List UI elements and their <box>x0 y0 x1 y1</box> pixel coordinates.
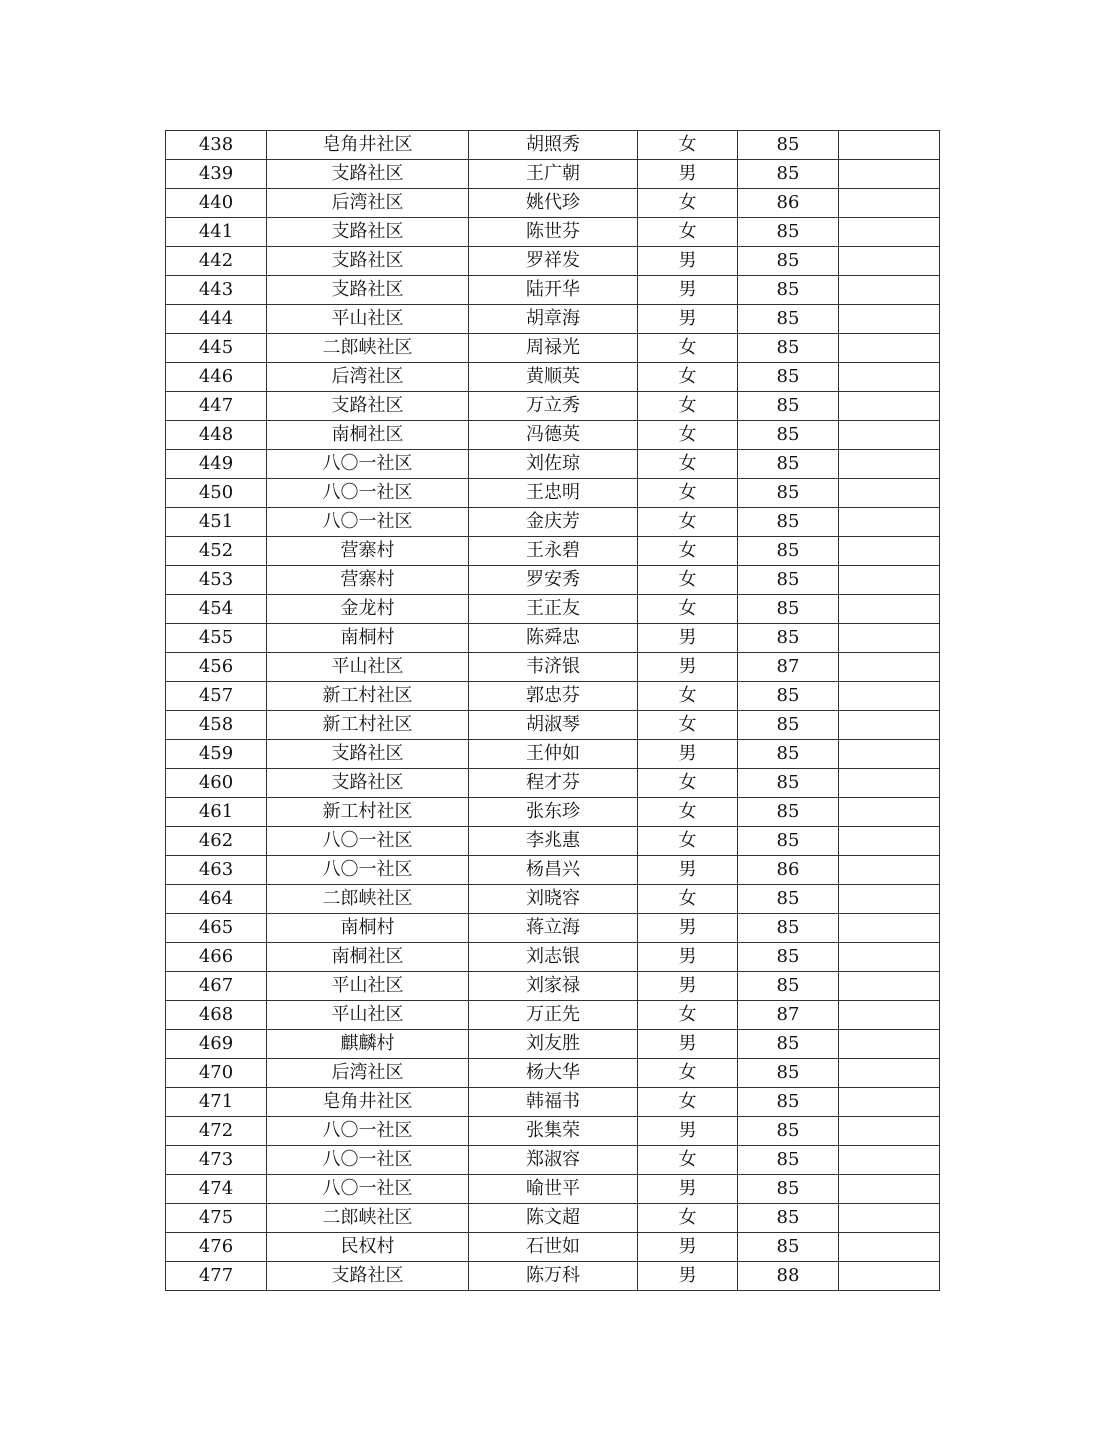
row-number-cell: 459 <box>166 740 267 769</box>
gender-cell: 女 <box>638 421 738 450</box>
table-row <box>166 624 940 653</box>
row-number-cell: 442 <box>166 247 267 276</box>
gender-cell: 女 <box>638 218 738 247</box>
gender-cell: 男 <box>638 160 738 189</box>
name-cell: 郑淑容 <box>469 1146 638 1175</box>
table-row <box>166 711 940 740</box>
gender-cell: 男 <box>638 1117 738 1146</box>
age-cell: 85 <box>738 711 839 740</box>
age-cell: 85 <box>738 131 839 160</box>
name-cell: 金庆芳 <box>469 508 638 537</box>
name-cell: 王广朝 <box>469 160 638 189</box>
row-number-cell: 462 <box>166 827 267 856</box>
name-cell: 张集荣 <box>469 1117 638 1146</box>
community-cell: 新工村社区 <box>267 798 469 827</box>
age-cell: 85 <box>738 595 839 624</box>
remarks-cell <box>839 653 940 682</box>
table-row <box>166 421 940 450</box>
table-row <box>166 682 940 711</box>
name-cell: 胡淑琴 <box>469 711 638 740</box>
name-cell: 韩福书 <box>469 1088 638 1117</box>
name-cell: 刘志银 <box>469 943 638 972</box>
remarks-cell <box>839 334 940 363</box>
community-cell: 支路社区 <box>267 740 469 769</box>
row-number-cell: 444 <box>166 305 267 334</box>
remarks-cell <box>839 363 940 392</box>
gender-cell: 男 <box>638 247 738 276</box>
table-body <box>166 131 940 1291</box>
name-cell: 姚代珍 <box>469 189 638 218</box>
row-number-cell: 477 <box>166 1262 267 1291</box>
table-row <box>166 247 940 276</box>
gender-cell: 男 <box>638 1175 738 1204</box>
table-row <box>166 537 940 566</box>
community-cell: 麒麟村 <box>267 1030 469 1059</box>
row-number-cell: 452 <box>166 537 267 566</box>
community-cell: 新工村社区 <box>267 682 469 711</box>
name-cell: 程才芬 <box>469 769 638 798</box>
name-cell: 刘晓容 <box>469 885 638 914</box>
remarks-cell <box>839 276 940 305</box>
row-number-cell: 468 <box>166 1001 267 1030</box>
row-number-cell: 447 <box>166 392 267 421</box>
age-cell: 85 <box>738 682 839 711</box>
gender-cell: 女 <box>638 595 738 624</box>
age-cell: 85 <box>738 508 839 537</box>
name-cell: 周禄光 <box>469 334 638 363</box>
table-row <box>166 827 940 856</box>
age-cell: 85 <box>738 1204 839 1233</box>
gender-cell: 女 <box>638 334 738 363</box>
table-row <box>166 1059 940 1088</box>
table-row <box>166 1233 940 1262</box>
name-cell: 冯德英 <box>469 421 638 450</box>
remarks-cell <box>839 1088 940 1117</box>
community-cell: 支路社区 <box>267 276 469 305</box>
table-row <box>166 653 940 682</box>
row-number-cell: 473 <box>166 1146 267 1175</box>
remarks-cell <box>839 131 940 160</box>
row-number-cell: 472 <box>166 1117 267 1146</box>
table-row <box>166 595 940 624</box>
gender-cell: 女 <box>638 1146 738 1175</box>
name-cell: 陆开华 <box>469 276 638 305</box>
community-cell: 八〇一社区 <box>267 856 469 885</box>
row-number-cell: 446 <box>166 363 267 392</box>
name-cell: 刘友胜 <box>469 1030 638 1059</box>
age-cell: 85 <box>738 363 839 392</box>
name-cell: 黄顺英 <box>469 363 638 392</box>
name-cell: 陈舜忠 <box>469 624 638 653</box>
row-number-cell: 475 <box>166 1204 267 1233</box>
name-cell: 陈世芬 <box>469 218 638 247</box>
table-row <box>166 508 940 537</box>
name-cell: 胡照秀 <box>469 131 638 160</box>
community-cell: 后湾社区 <box>267 363 469 392</box>
table-row <box>166 479 940 508</box>
gender-cell: 女 <box>638 537 738 566</box>
remarks-cell <box>839 189 940 218</box>
gender-cell: 男 <box>638 740 738 769</box>
community-cell: 平山社区 <box>267 972 469 1001</box>
age-cell: 85 <box>738 1175 839 1204</box>
name-cell: 杨昌兴 <box>469 856 638 885</box>
name-cell: 蒋立海 <box>469 914 638 943</box>
age-cell: 85 <box>738 769 839 798</box>
row-number-cell: 449 <box>166 450 267 479</box>
community-cell: 平山社区 <box>267 653 469 682</box>
remarks-cell <box>839 566 940 595</box>
row-number-cell: 470 <box>166 1059 267 1088</box>
remarks-cell <box>839 943 940 972</box>
age-cell: 85 <box>738 827 839 856</box>
gender-cell: 男 <box>638 1262 738 1291</box>
age-cell: 85 <box>738 624 839 653</box>
row-number-cell: 440 <box>166 189 267 218</box>
row-number-cell: 451 <box>166 508 267 537</box>
table-row <box>166 943 940 972</box>
remarks-cell <box>839 914 940 943</box>
name-cell: 喻世平 <box>469 1175 638 1204</box>
remarks-cell <box>839 624 940 653</box>
age-cell: 87 <box>738 653 839 682</box>
gender-cell: 女 <box>638 682 738 711</box>
gender-cell: 男 <box>638 943 738 972</box>
table-row <box>166 1146 940 1175</box>
community-cell: 支路社区 <box>267 160 469 189</box>
row-number-cell: 471 <box>166 1088 267 1117</box>
name-cell: 王永碧 <box>469 537 638 566</box>
remarks-cell <box>839 1204 940 1233</box>
age-cell: 85 <box>738 334 839 363</box>
gender-cell: 女 <box>638 1088 738 1117</box>
gender-cell: 男 <box>638 305 738 334</box>
age-cell: 85 <box>738 450 839 479</box>
row-number-cell: 461 <box>166 798 267 827</box>
community-cell: 八〇一社区 <box>267 1117 469 1146</box>
gender-cell: 女 <box>638 1204 738 1233</box>
row-number-cell: 448 <box>166 421 267 450</box>
table-row <box>166 885 940 914</box>
row-number-cell: 450 <box>166 479 267 508</box>
remarks-cell <box>839 508 940 537</box>
remarks-cell <box>839 972 940 1001</box>
community-cell: 八〇一社区 <box>267 508 469 537</box>
age-cell: 85 <box>738 247 839 276</box>
table-row <box>166 856 940 885</box>
remarks-cell <box>839 682 940 711</box>
gender-cell: 男 <box>638 914 738 943</box>
remarks-cell <box>839 160 940 189</box>
name-cell: 杨大华 <box>469 1059 638 1088</box>
table-row <box>166 450 940 479</box>
row-number-cell: 465 <box>166 914 267 943</box>
row-number-cell: 453 <box>166 566 267 595</box>
age-cell: 85 <box>738 392 839 421</box>
remarks-cell <box>839 1059 940 1088</box>
name-cell: 韦济银 <box>469 653 638 682</box>
remarks-cell <box>839 421 940 450</box>
community-cell: 二郎峡社区 <box>267 885 469 914</box>
community-cell: 民权村 <box>267 1233 469 1262</box>
gender-cell: 男 <box>638 972 738 1001</box>
gender-cell: 男 <box>638 624 738 653</box>
age-cell: 85 <box>738 305 839 334</box>
community-cell: 八〇一社区 <box>267 827 469 856</box>
age-cell: 87 <box>738 1001 839 1030</box>
table-row <box>166 1088 940 1117</box>
row-number-cell: 460 <box>166 769 267 798</box>
row-number-cell: 474 <box>166 1175 267 1204</box>
name-cell: 胡章海 <box>469 305 638 334</box>
gender-cell: 女 <box>638 827 738 856</box>
table-row <box>166 189 940 218</box>
gender-cell: 女 <box>638 450 738 479</box>
community-cell: 新工村社区 <box>267 711 469 740</box>
table-row <box>166 1204 940 1233</box>
row-number-cell: 443 <box>166 276 267 305</box>
row-number-cell: 457 <box>166 682 267 711</box>
age-cell: 85 <box>738 276 839 305</box>
table-row <box>166 218 940 247</box>
remarks-cell <box>839 1117 940 1146</box>
name-cell: 刘佐琼 <box>469 450 638 479</box>
name-cell: 陈万科 <box>469 1262 638 1291</box>
community-cell: 营寨村 <box>267 537 469 566</box>
community-cell: 八〇一社区 <box>267 1175 469 1204</box>
name-cell: 郭忠芬 <box>469 682 638 711</box>
row-number-cell: 466 <box>166 943 267 972</box>
name-cell: 刘家禄 <box>469 972 638 1001</box>
gender-cell: 女 <box>638 885 738 914</box>
roster-table <box>165 130 940 1291</box>
age-cell: 85 <box>738 537 839 566</box>
row-number-cell: 464 <box>166 885 267 914</box>
community-cell: 平山社区 <box>267 305 469 334</box>
age-cell: 85 <box>738 914 839 943</box>
table-row <box>166 798 940 827</box>
gender-cell: 女 <box>638 508 738 537</box>
age-cell: 85 <box>738 1059 839 1088</box>
row-number-cell: 455 <box>166 624 267 653</box>
remarks-cell <box>839 856 940 885</box>
remarks-cell <box>839 479 940 508</box>
gender-cell: 女 <box>638 769 738 798</box>
age-cell: 85 <box>738 160 839 189</box>
table-row <box>166 131 940 160</box>
table-row <box>166 305 940 334</box>
row-number-cell: 456 <box>166 653 267 682</box>
gender-cell: 女 <box>638 798 738 827</box>
row-number-cell: 454 <box>166 595 267 624</box>
community-cell: 支路社区 <box>267 247 469 276</box>
gender-cell: 女 <box>638 392 738 421</box>
roster-table-container <box>165 130 939 1291</box>
remarks-cell <box>839 595 940 624</box>
remarks-cell <box>839 537 940 566</box>
remarks-cell <box>839 711 940 740</box>
age-cell: 85 <box>738 421 839 450</box>
community-cell: 二郎峡社区 <box>267 1204 469 1233</box>
name-cell: 罗安秀 <box>469 566 638 595</box>
gender-cell: 女 <box>638 131 738 160</box>
community-cell: 皂角井社区 <box>267 131 469 160</box>
community-cell: 皂角井社区 <box>267 1088 469 1117</box>
table-row <box>166 334 940 363</box>
age-cell: 85 <box>738 943 839 972</box>
row-number-cell: 458 <box>166 711 267 740</box>
age-cell: 85 <box>738 972 839 1001</box>
gender-cell: 女 <box>638 1001 738 1030</box>
table-row <box>166 1030 940 1059</box>
community-cell: 八〇一社区 <box>267 450 469 479</box>
community-cell: 后湾社区 <box>267 189 469 218</box>
age-cell: 85 <box>738 1146 839 1175</box>
gender-cell: 女 <box>638 479 738 508</box>
row-number-cell: 438 <box>166 131 267 160</box>
table-row <box>166 276 940 305</box>
name-cell: 罗祥发 <box>469 247 638 276</box>
remarks-cell <box>839 450 940 479</box>
remarks-cell <box>839 798 940 827</box>
age-cell: 86 <box>738 856 839 885</box>
row-number-cell: 445 <box>166 334 267 363</box>
age-cell: 85 <box>738 479 839 508</box>
remarks-cell <box>839 305 940 334</box>
table-row <box>166 914 940 943</box>
remarks-cell <box>839 1030 940 1059</box>
row-number-cell: 441 <box>166 218 267 247</box>
table-row <box>166 1262 940 1291</box>
name-cell: 万立秀 <box>469 392 638 421</box>
table-row <box>166 363 940 392</box>
row-number-cell: 476 <box>166 1233 267 1262</box>
name-cell: 王忠明 <box>469 479 638 508</box>
community-cell: 南桐社区 <box>267 943 469 972</box>
community-cell: 支路社区 <box>267 392 469 421</box>
community-cell: 支路社区 <box>267 769 469 798</box>
gender-cell: 女 <box>638 1059 738 1088</box>
table-row <box>166 1001 940 1030</box>
gender-cell: 男 <box>638 653 738 682</box>
age-cell: 88 <box>738 1262 839 1291</box>
community-cell: 南桐社区 <box>267 421 469 450</box>
remarks-cell <box>839 740 940 769</box>
remarks-cell <box>839 1175 940 1204</box>
row-number-cell: 469 <box>166 1030 267 1059</box>
age-cell: 85 <box>738 566 839 595</box>
community-cell: 后湾社区 <box>267 1059 469 1088</box>
row-number-cell: 439 <box>166 160 267 189</box>
community-cell: 营寨村 <box>267 566 469 595</box>
table-row <box>166 566 940 595</box>
name-cell: 万正先 <box>469 1001 638 1030</box>
remarks-cell <box>839 1001 940 1030</box>
name-cell: 陈文超 <box>469 1204 638 1233</box>
community-cell: 八〇一社区 <box>267 1146 469 1175</box>
age-cell: 85 <box>738 798 839 827</box>
table-row <box>166 1117 940 1146</box>
community-cell: 支路社区 <box>267 218 469 247</box>
remarks-cell <box>839 769 940 798</box>
remarks-cell <box>839 247 940 276</box>
name-cell: 王正友 <box>469 595 638 624</box>
age-cell: 85 <box>738 218 839 247</box>
age-cell: 86 <box>738 189 839 218</box>
gender-cell: 男 <box>638 1030 738 1059</box>
gender-cell: 女 <box>638 711 738 740</box>
name-cell: 王仲如 <box>469 740 638 769</box>
age-cell: 85 <box>738 1088 839 1117</box>
remarks-cell <box>839 885 940 914</box>
gender-cell: 男 <box>638 276 738 305</box>
age-cell: 85 <box>738 1233 839 1262</box>
gender-cell: 女 <box>638 189 738 218</box>
community-cell: 平山社区 <box>267 1001 469 1030</box>
age-cell: 85 <box>738 885 839 914</box>
row-number-cell: 467 <box>166 972 267 1001</box>
community-cell: 支路社区 <box>267 1262 469 1291</box>
remarks-cell <box>839 392 940 421</box>
table-row <box>166 392 940 421</box>
age-cell: 85 <box>738 1030 839 1059</box>
name-cell: 石世如 <box>469 1233 638 1262</box>
remarks-cell <box>839 827 940 856</box>
remarks-cell <box>839 1262 940 1291</box>
remarks-cell <box>839 218 940 247</box>
row-number-cell: 463 <box>166 856 267 885</box>
community-cell: 八〇一社区 <box>267 479 469 508</box>
gender-cell: 男 <box>638 1233 738 1262</box>
table-row <box>166 972 940 1001</box>
remarks-cell <box>839 1146 940 1175</box>
name-cell: 李兆惠 <box>469 827 638 856</box>
table-row <box>166 740 940 769</box>
age-cell: 85 <box>738 1117 839 1146</box>
age-cell: 85 <box>738 740 839 769</box>
community-cell: 南桐村 <box>267 914 469 943</box>
remarks-cell <box>839 1233 940 1262</box>
name-cell: 张东珍 <box>469 798 638 827</box>
community-cell: 金龙村 <box>267 595 469 624</box>
gender-cell: 女 <box>638 566 738 595</box>
table-row <box>166 1175 940 1204</box>
table-row <box>166 769 940 798</box>
gender-cell: 女 <box>638 363 738 392</box>
community-cell: 二郎峡社区 <box>267 334 469 363</box>
community-cell: 南桐村 <box>267 624 469 653</box>
table-row <box>166 160 940 189</box>
gender-cell: 男 <box>638 856 738 885</box>
